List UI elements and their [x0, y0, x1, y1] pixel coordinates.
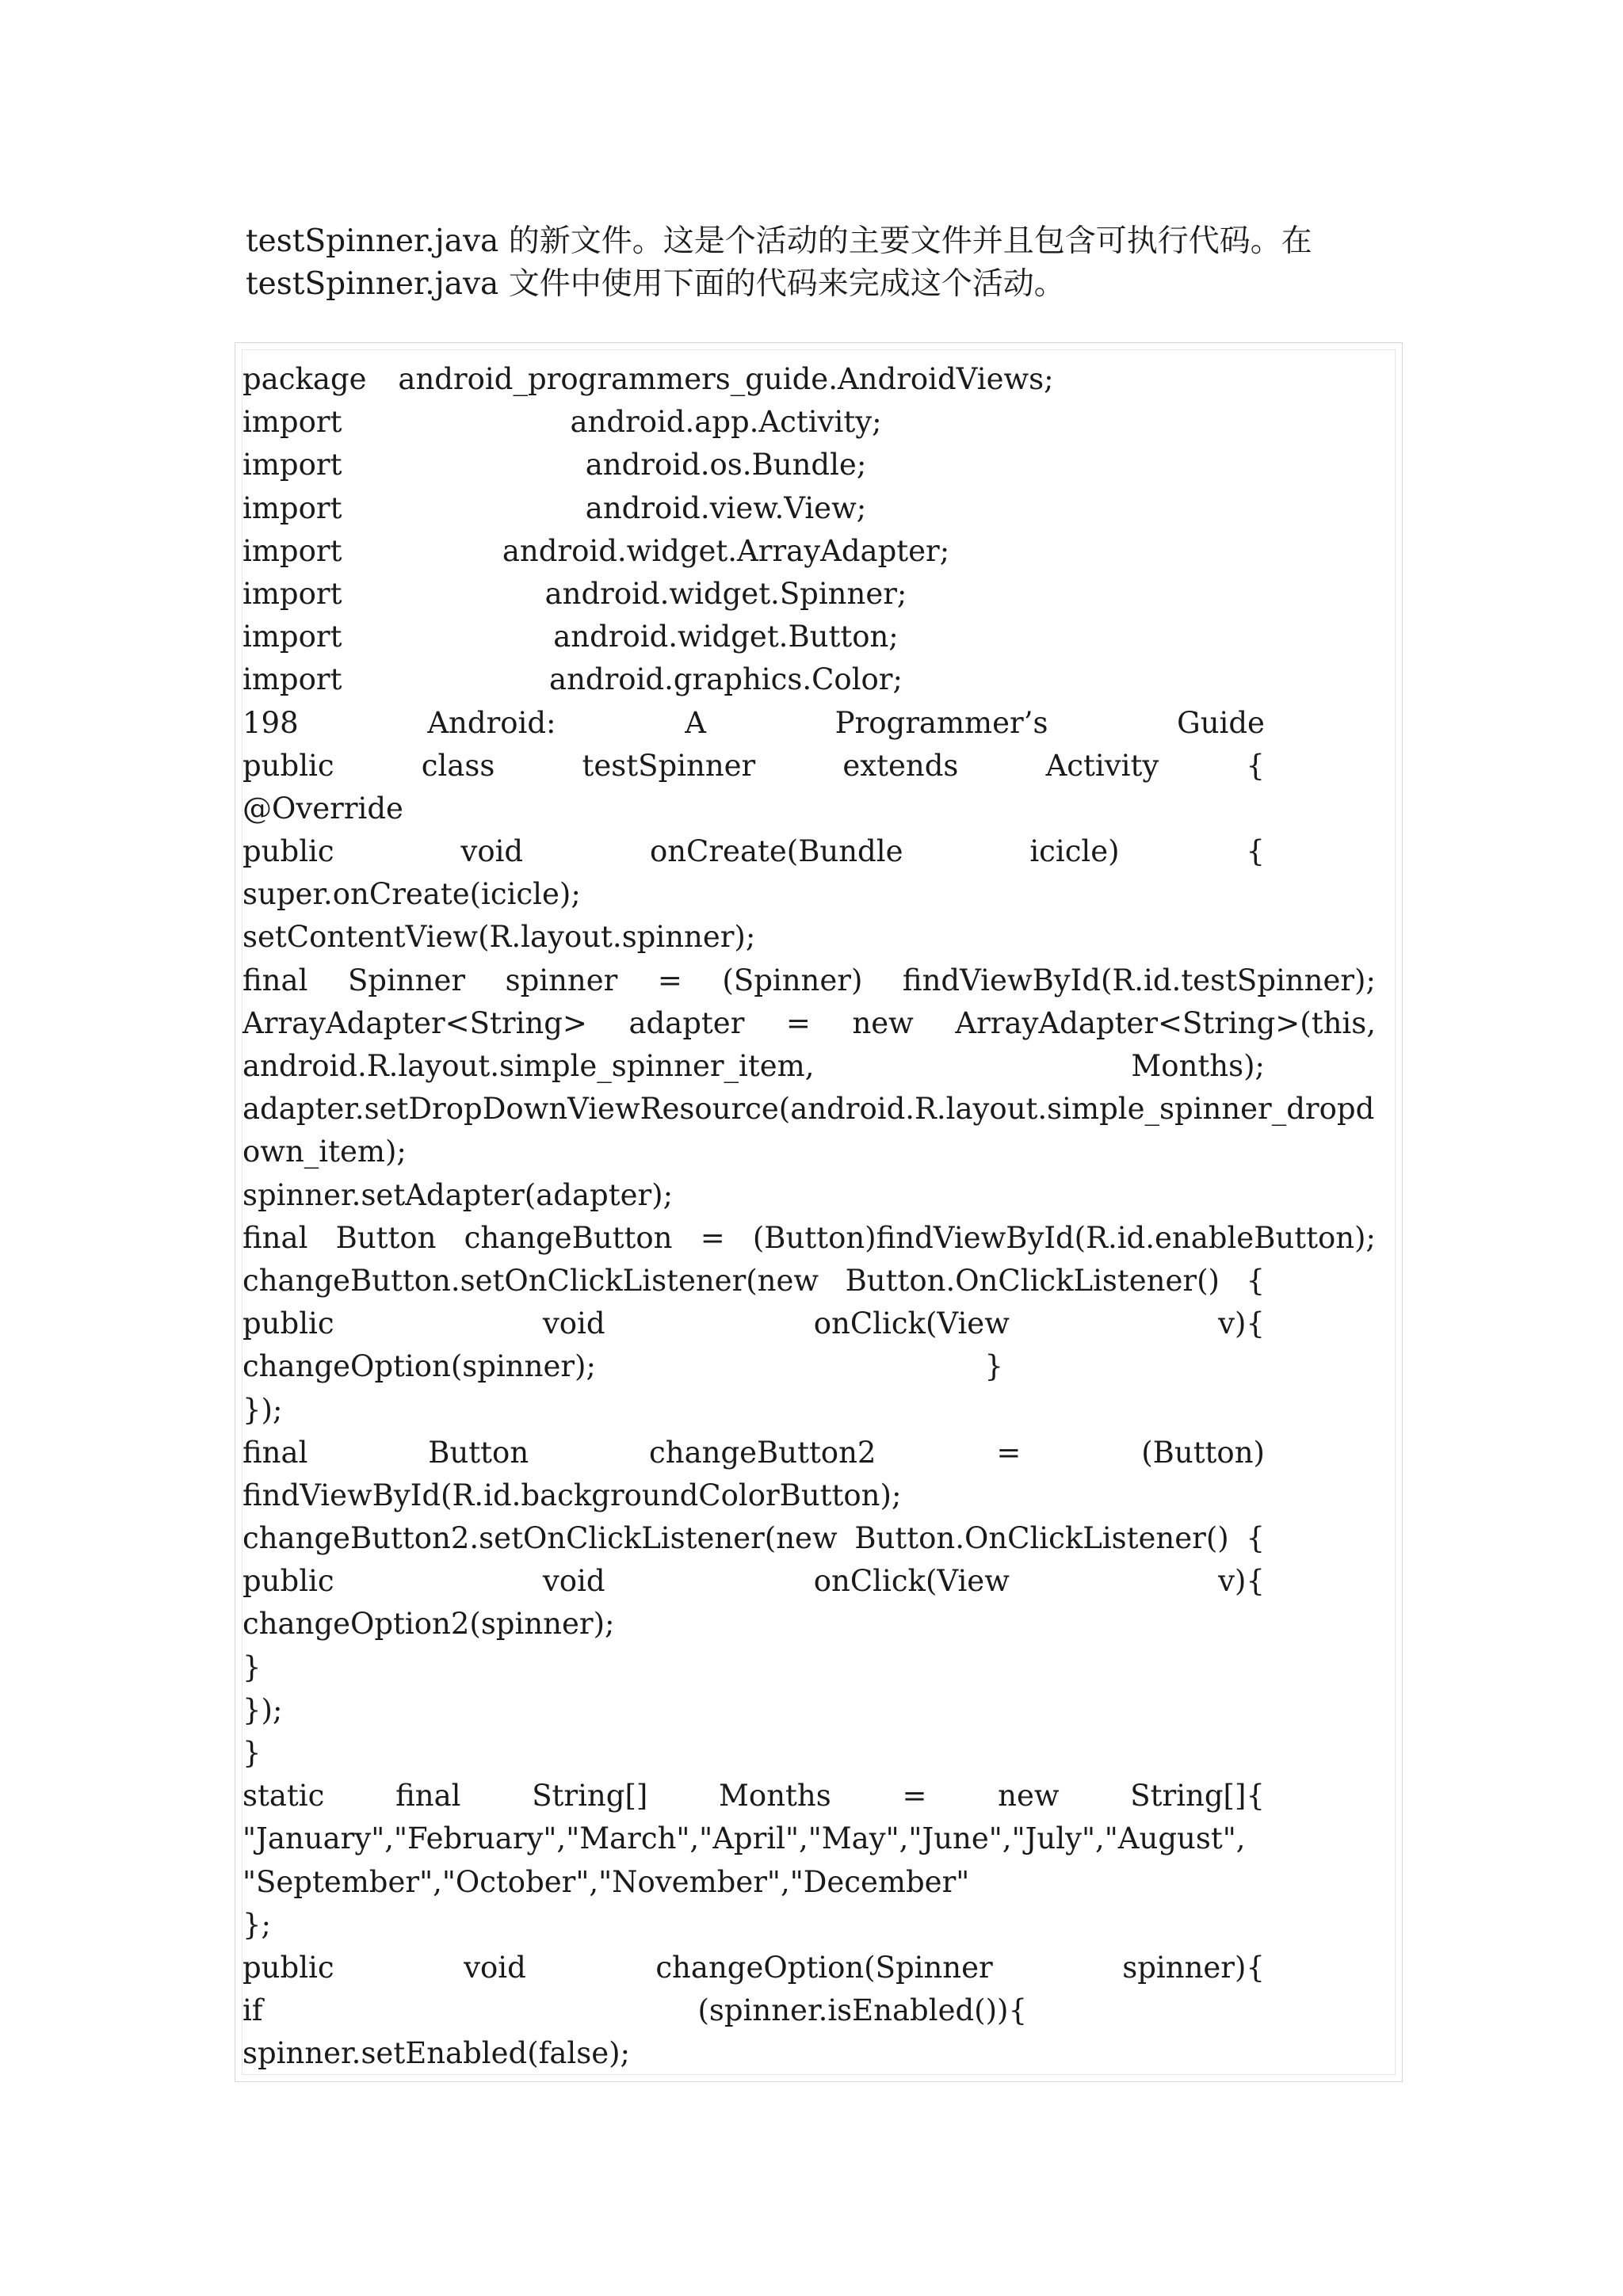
code-token: import — [242, 405, 342, 440]
code-token: super.onCreate(icicle); — [242, 877, 581, 912]
code-line — [242, 487, 1209, 530]
code-token: Button — [335, 1220, 437, 1255]
code-token: onClick(View — [813, 1306, 1010, 1341]
code-token: Android: — [427, 705, 556, 740]
code-token: spinner){ — [1122, 1950, 1265, 1985]
code-token: changeButton2.setOnClickListener(new — [242, 1521, 838, 1556]
code-token: changeOption(Spinner — [655, 1950, 993, 1985]
code-line — [242, 1517, 1265, 1560]
code-token: public — [242, 1306, 334, 1341]
code-token: ArrayAdapter<String> — [242, 1005, 587, 1040]
code-token: onClick(View — [813, 1564, 1010, 1599]
code-token: android.widget.Button; — [553, 620, 899, 654]
code-token: (spinner.isEnabled()){ — [697, 1993, 1027, 2028]
code-token: android.graphics.Color; — [549, 662, 903, 697]
code-token: String[] — [532, 1779, 648, 1814]
code-line — [242, 1817, 1392, 1860]
code-token: Guide — [1177, 705, 1265, 740]
code-token: Button.OnClickListener() — [845, 1263, 1220, 1298]
code-line — [242, 1002, 1376, 1045]
code-token: public — [242, 834, 334, 869]
code-token: { — [1246, 834, 1265, 869]
code-line — [242, 616, 1209, 658]
code-line — [242, 873, 1392, 916]
code-token: android.app.Activity; — [570, 405, 882, 440]
code-token: }); — [242, 1692, 283, 1727]
code-line — [242, 1732, 1392, 1775]
code-token: spinner.setEnabled(false); — [242, 2036, 631, 2071]
code-token: = — [700, 1220, 725, 1255]
code-token: "September","October","November","December" — [242, 1864, 970, 1899]
code-token: v){ — [1218, 1306, 1265, 1341]
code-token: testSpinner — [582, 748, 756, 783]
code-token: Button — [428, 1435, 529, 1470]
code-token: (Button) — [1141, 1435, 1265, 1470]
code-line — [242, 1260, 1265, 1302]
code-token: }); — [242, 1392, 283, 1427]
code-line — [242, 788, 1392, 830]
code-token: new — [852, 1005, 914, 1040]
code-token: icicle) — [1029, 834, 1120, 869]
code-token: void — [460, 834, 524, 869]
code-token: = — [785, 1005, 811, 1040]
code-line — [242, 1989, 1027, 2032]
code-line — [242, 1302, 1265, 1345]
code-token: = — [996, 1435, 1022, 1470]
code-line — [242, 1045, 1265, 1088]
code-token: changeButton2 — [649, 1435, 876, 1470]
intro-line-1: testSpinner.java 的新文件。这是个活动的主要文件并且包含可执行代码。在 — [246, 223, 1312, 259]
code-token: static — [242, 1779, 325, 1814]
code-line — [242, 1432, 1265, 1474]
code-token: = — [657, 963, 682, 997]
code-token: spinner.setAdapter(adapter); — [242, 1177, 674, 1212]
code-line — [242, 573, 1209, 616]
code-token: void — [464, 1950, 526, 1985]
code-token: final — [242, 1435, 308, 1470]
code-token: adapter.setDropDownViewResource(android.R.layout.simple_spinner_dropd — [242, 1092, 1375, 1127]
code-line — [242, 1389, 1392, 1432]
code-line — [242, 358, 1209, 401]
code-line — [242, 1088, 1392, 1131]
code-token: changeOption(spinner); — [242, 1349, 596, 1384]
code-token: final — [242, 963, 308, 997]
code-line — [242, 1560, 1265, 1603]
code-token: final — [242, 1220, 308, 1255]
code-token: import — [242, 533, 342, 568]
code-line — [242, 1861, 1392, 1904]
intro-line-2: testSpinner.java 文件中使用下面的代码来完成这个活动。 — [246, 266, 1065, 302]
code-token: android.widget.ArrayAdapter; — [502, 533, 950, 568]
code-token: Months — [719, 1779, 831, 1814]
code-token: import — [242, 620, 342, 654]
code-token: (Spinner) — [722, 963, 863, 997]
code-token: changeButton — [464, 1220, 673, 1255]
code-token: package — [242, 362, 367, 396]
code-token: android_programmers_guide.AndroidViews; — [398, 362, 1054, 396]
code-line — [242, 830, 1265, 873]
code-line — [242, 1775, 1265, 1817]
code-token: onCreate(Bundle — [649, 834, 903, 869]
code-token: extends — [842, 748, 959, 783]
code-token: = — [902, 1779, 927, 1814]
code-block — [242, 358, 1392, 2076]
code-token: android.widget.Spinner; — [544, 576, 907, 611]
code-token: public — [242, 1564, 334, 1599]
code-token: changeButton.setOnClickListener(new — [242, 1263, 819, 1298]
code-token: public — [242, 1950, 334, 1985]
code-token: setContentView(R.layout.spinner); — [242, 920, 756, 955]
code-line — [242, 916, 1392, 959]
code-line — [242, 1174, 1392, 1217]
code-token: v){ — [1218, 1564, 1265, 1599]
code-line — [242, 401, 1209, 444]
code-line — [242, 745, 1265, 788]
code-line — [242, 1217, 1376, 1260]
code-line — [242, 959, 1376, 1002]
code-token: spinner — [505, 963, 618, 997]
code-line — [242, 1474, 1392, 1517]
code-token: A — [685, 705, 706, 740]
code-token: } — [984, 1349, 1003, 1384]
code-token: "January","February","March","April","May","June","July","August", — [242, 1821, 1246, 1856]
code-line — [242, 1904, 1392, 1947]
code-token: class — [421, 748, 495, 783]
code-token: @Override — [242, 791, 403, 826]
code-token: Months); — [1131, 1049, 1265, 1083]
code-token: final — [395, 1779, 461, 1814]
code-token: findViewById(R.id.testSpinner); — [902, 963, 1376, 997]
code-token: public — [242, 748, 334, 783]
code-line — [242, 530, 1209, 573]
code-line — [242, 658, 1209, 701]
code-token: Button.OnClickListener() — [854, 1521, 1229, 1556]
code-token: (Button)findViewById(R.id.enableButton); — [752, 1220, 1376, 1255]
code-token: import — [242, 448, 342, 482]
code-line — [242, 1603, 1392, 1646]
code-token: android.view.View; — [585, 490, 867, 525]
intro-paragraph — [246, 220, 1403, 306]
code-token: changeOption2(spinner); — [242, 1607, 615, 1642]
code-line — [242, 1131, 1392, 1173]
code-token: import — [242, 576, 342, 611]
code-token: void — [542, 1564, 605, 1599]
code-line — [242, 2032, 1392, 2075]
code-token: ArrayAdapter<String>(this, — [955, 1005, 1376, 1040]
code-line — [242, 1689, 1392, 1732]
code-token: import — [242, 662, 342, 697]
code-token: { — [1246, 748, 1265, 783]
code-token: android.R.layout.simple_spinner_item, — [242, 1049, 815, 1083]
code-token: Programmer’s — [834, 705, 1048, 740]
code-line — [242, 444, 1209, 486]
code-token: } — [242, 1736, 262, 1770]
code-token: Spinner — [347, 963, 466, 997]
code-line — [242, 1345, 1003, 1388]
code-token: void — [542, 1306, 605, 1341]
code-token: 198 — [242, 705, 299, 740]
code-token: new — [998, 1779, 1060, 1814]
code-token: } — [242, 1650, 262, 1684]
code-token: String[]{ — [1130, 1779, 1265, 1814]
code-token: adapter — [628, 1005, 745, 1040]
code-token: { — [1246, 1263, 1265, 1298]
code-token: }; — [242, 1907, 272, 1942]
code-line — [242, 1646, 1392, 1689]
code-token: if — [242, 1993, 263, 2028]
code-token: { — [1246, 1521, 1265, 1556]
code-token: android.os.Bundle; — [585, 448, 867, 482]
code-line — [242, 1947, 1265, 1989]
code-line — [242, 702, 1265, 745]
code-token: import — [242, 490, 342, 525]
code-token: findViewById(R.id.backgroundColorButton); — [242, 1478, 902, 1512]
code-token: own_item); — [242, 1135, 407, 1169]
code-token: Activity — [1045, 748, 1159, 783]
